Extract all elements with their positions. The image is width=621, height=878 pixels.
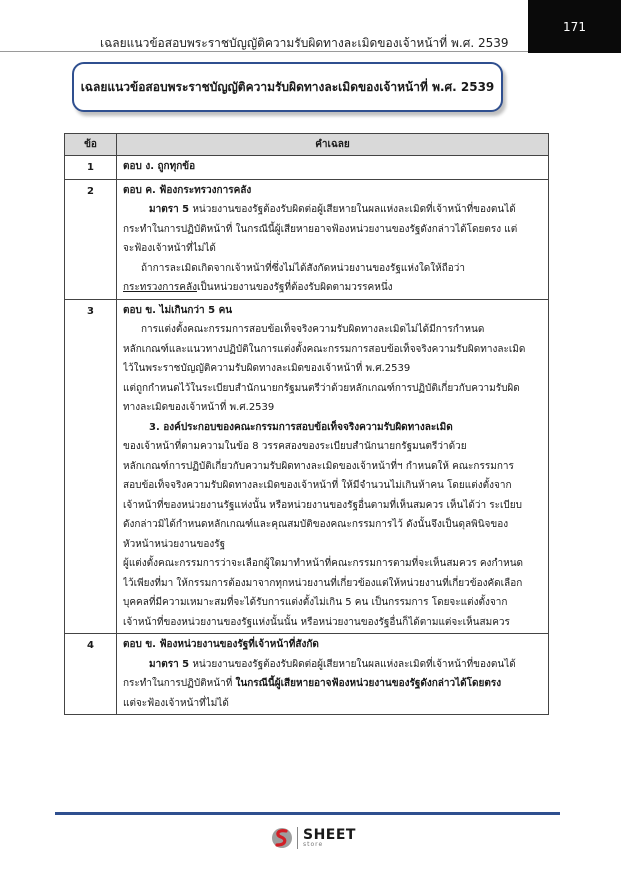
answer-text: แต่ถูกกำหนดไว้ในระเบียบสำนักนายกรัฐมนตรีว่าด้วยหลักเกณฑ์การปฏิบัติเกี่ยวกับความรับผิด <box>123 382 520 394</box>
table-header-row <box>65 134 549 156</box>
answer-line <box>123 674 544 694</box>
answer-text: ผู้แต่งตั้งคณะกรรมการว่าจะเลือกผู้ใดมาทำหน้าที่คณะกรรมการตามที่จะเห็นสมควร คงกำหนด <box>123 558 524 569</box>
table-row <box>65 299 549 634</box>
logo-subtext: store <box>303 841 324 848</box>
sheet-store-logo <box>272 824 356 852</box>
answer-text: ไว้เพียงที่มา ให้กรรมการต้องมาจากทุกหน่วยงานที่เกี่ยวข้องแต่ให้หน่วยงานที่เกี่ยวข้องคัดเลือก <box>123 577 523 589</box>
answer-line <box>123 515 544 535</box>
answer-text: เจ้าหน้าที่ของหน่วยงานรัฐแห่งนั้น หรือหน่วยงานของรัฐอื่นตามที่เห็นสมควร เห็นได้ว่า ระเบียบ <box>123 499 522 511</box>
answer-line <box>123 613 544 633</box>
answer-text: 3. องค์ประกอบของคณะกรรมการสอบข้อเท็จจริงความรับผิดทางละเมิด <box>149 421 453 433</box>
question-number: 1 <box>65 156 117 180</box>
answer-line <box>123 496 544 516</box>
logo-wordmark <box>303 828 356 848</box>
answer-text: ดังกล่าวมิได้กำหนดหลักเกณฑ์และคุณสมบัติของคณะกรรมการไว้ ดังนั้นจึงเป็นดุลพินิจของ <box>123 519 509 530</box>
answer-text: หน่วยงานของรัฐต้องรับผิดต่อผู้เสียหายในผลแห่งละเมิดที่เจ้าหน้าที่ของตนได้ <box>189 658 516 670</box>
answer-text: ตอบ ข. ไม่เกินกว่า 5 คน <box>123 304 233 316</box>
question-number: 3 <box>65 299 117 634</box>
table-row <box>65 634 549 715</box>
answer-table-body <box>65 156 549 715</box>
page-number: 171 <box>563 19 586 34</box>
underlined-term: กระทรวงการคลัง <box>123 282 197 293</box>
answer-text: ถ้าการละเมิดเกิดจากเจ้าหน้าที่ซึ่งไม่ได้สังกัดหน่วยงานของรัฐแห่งใดให้ถือว่า <box>141 262 465 274</box>
answer-line <box>123 239 544 259</box>
answer-text: ทางละเมิดของเจ้าหน้าที่ พ.ศ.2539 <box>123 402 275 413</box>
answer-text: หน่วยงานของรัฐต้องรับผิดต่อผู้เสียหายในผลแห่งละเมิดที่เจ้าหน้าที่ของตนได้ <box>189 204 516 215</box>
column-header-number: ข้อ <box>65 134 117 156</box>
document-title: เฉลยแนวข้อสอบพระราชบัญญัติความรับผิดทางละเมิดของเจ้าหน้าที่ พ.ศ. 2539 <box>80 79 495 94</box>
answer-text: บุคคลที่มีความเหมาะสมที่จะได้รับการแต่งตั้งไม่เกิน 5 คน เป็นกรรมการ โดยจะแต่งตั้งจาก <box>123 597 508 608</box>
header-rule <box>0 51 528 52</box>
answer-text: ตอบ ค. ฟ้องกระทรวงการคลัง <box>123 184 252 196</box>
table-row <box>65 156 549 180</box>
footer-rule <box>55 812 560 815</box>
answer-line <box>123 593 544 613</box>
answer-line <box>123 200 544 220</box>
answer-text: เจ้าหน้าที่ของหน่วยงานของรัฐแห่งนั้นนั้น หรือหน่วยงานของรัฐอื่นก็ได้ตามแต่จะเห็นสมควร <box>123 616 510 628</box>
answer-line <box>123 259 544 279</box>
answer-line <box>123 574 544 594</box>
answer-text: จะฟ้องเจ้าหน้าที่ไม่ได้ <box>123 243 216 254</box>
answer-text: สอบข้อเท็จจริงความรับผิดทางละเมิดของเจ้าหน้าที่ ให้มีจำนวนไม่เกินห้าคน โดยแต่งตั้งจาก <box>123 480 512 491</box>
sheet-store-logo-icon <box>272 825 292 851</box>
running-header-title: เฉลยแนวข้อสอบพระราชบัญญัติความรับผิดทางละเมิดของเจ้าหน้าที่ พ.ศ. 2539 <box>100 36 509 50</box>
answer-text: ของเจ้าหน้าที่ตามความในข้อ 8 วรรคสองของระเบียบสำนักนายกรัฐมนตรีว่าด้วย <box>123 441 467 452</box>
logo-divider <box>297 827 298 849</box>
answer-line <box>123 359 544 379</box>
question-number: 4 <box>65 634 117 715</box>
question-number: 2 <box>65 179 117 299</box>
answer-text: แต่จะฟ้องเจ้าหน้าที่ไม่ได้ <box>123 697 229 709</box>
answer-line <box>123 157 544 177</box>
document-title-box <box>72 62 503 112</box>
answer-cell <box>117 634 549 715</box>
table-row <box>65 179 549 299</box>
answer-line <box>123 220 544 240</box>
answer-line <box>123 554 544 574</box>
answer-line <box>123 278 544 298</box>
answer-line <box>123 476 544 496</box>
answer-line <box>123 418 544 438</box>
answer-text: กระทำในการปฏิบัติหน้าที่ ในกรณีนี้ผู้เสียหายอาจฟ้องหน่วยงานของรัฐดังกล่าวได้โดยตรง แต่ <box>123 223 518 235</box>
answer-text: กระทำในการปฏิบัติหน้าที่ <box>123 678 236 689</box>
emphasized-text: ในกรณีนี้ผู้เสียหายอาจฟ้องหน่วยงานของรัฐดังกล่าวได้โดยตรง <box>235 678 502 689</box>
answer-line <box>123 301 544 321</box>
answer-text: หัวหน้าหน่วยงานของรัฐ <box>123 538 226 550</box>
section-reference: มาตรา 5 <box>149 204 190 215</box>
answer-line <box>123 437 544 457</box>
answer-text: การแต่งตั้งคณะกรรมการสอบข้อเท็จจริงความรับผิดทางละเมิดไม่ได้มีการกำหนด <box>141 324 485 335</box>
answer-line <box>123 535 544 555</box>
page-number-box <box>528 0 621 53</box>
answer-text: ตอบ ข. ฟ้องหน่วยงานของรัฐที่เจ้าหน้าที่สังกัด <box>123 639 319 650</box>
answer-line <box>123 457 544 477</box>
section-reference: มาตรา 5 <box>149 658 190 670</box>
answer-text: หลักเกณฑ์การปฏิบัติเกี่ยวกับความรับผิดทางละเมิดของเจ้าหน้าที่ฯ กำหนดให้ คณะกรรมการ <box>123 460 514 472</box>
answer-cell <box>117 156 549 180</box>
answer-line <box>123 655 544 675</box>
answer-line <box>123 181 544 201</box>
answer-text: ตอบ ง. ถูกทุกข้อ <box>123 161 196 172</box>
answer-line <box>123 320 544 340</box>
answer-line <box>123 635 544 655</box>
answer-text: ไว้ในพระราชบัญญัติความรับผิดทางละเมิดของเจ้าหน้าที่ พ.ศ.2539 <box>123 363 411 374</box>
answer-table <box>64 133 549 715</box>
answer-cell <box>117 299 549 634</box>
answer-line <box>123 694 544 714</box>
answer-line <box>123 398 544 418</box>
answer-line <box>123 340 544 360</box>
answer-cell <box>117 179 549 299</box>
answer-text: เป็นหน่วยงานของรัฐที่ต้องรับผิดตามวรรคหนึ่ง <box>197 282 393 293</box>
answer-line <box>123 379 544 399</box>
logo-text: SHEET <box>303 827 356 843</box>
answer-text: หลักเกณฑ์และแนวทางปฏิบัติในการแต่งตั้งคณะกรรมการสอบข้อเท็จจริงความรับผิดทางละเมิด <box>123 343 526 355</box>
column-header-answer: คำเฉลย <box>117 134 549 156</box>
